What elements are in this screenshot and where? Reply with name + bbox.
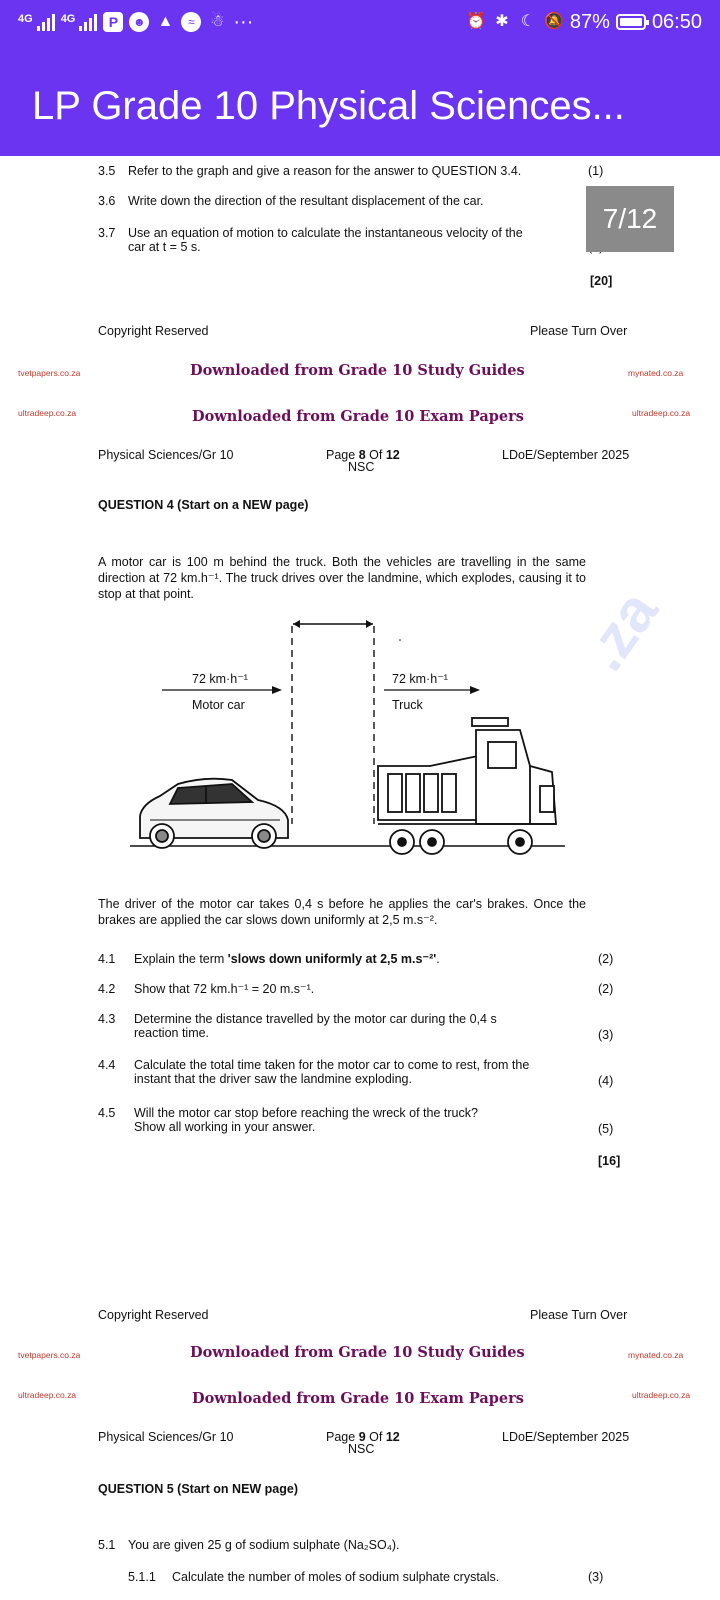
q4-figure [0, 156, 720, 1600]
footer-copyright-2: Copyright Reserved [98, 1308, 209, 1322]
q37-text-line2: car at t = 5 s. [128, 240, 201, 254]
banner-exam-papers[interactable]: Downloaded from Grade 10 Exam Papers [192, 408, 524, 425]
app-title-bar [0, 44, 720, 156]
page-of: Of [369, 448, 383, 462]
watermark-za: .za [569, 578, 671, 683]
q42-mark: (2) [598, 982, 614, 996]
site-link-ultradeep-right[interactable]: ultradeep.co.za [632, 408, 691, 418]
site-link-ultradeep-right-2[interactable]: ultradeep.co.za [632, 1390, 691, 1400]
q511-text: Calculate the number of moles of sodium sulphate crystals. [172, 1570, 500, 1584]
signal-strength-icon [18, 13, 55, 31]
page-total-2: 12 [385, 1430, 400, 1444]
page-prefix: Page [326, 448, 356, 462]
footer-copyright: Copyright Reserved [98, 324, 209, 338]
site-link-ultradeep-left[interactable]: ultradeep.co.za [18, 408, 77, 418]
q4-paragraph-2: The driver of the motor car takes 0,4 s before he applies the car's brakes. Once the brakes are applied the car slows down uniformly at 2,5 m.s⁻². [98, 897, 586, 927]
app-title: LP Grade 10 Physical Sciences... [32, 84, 625, 128]
q45-number: 4.5 [98, 1106, 116, 1120]
mute-icon: 🔕 [543, 13, 564, 30]
signal-strength-icon-2 [61, 13, 98, 31]
battery-percent: 87% [569, 10, 610, 33]
q44-text-line1: Calculate the total time taken for the motor car to come to rest, from the [134, 1058, 530, 1072]
q37-text-line1: Use an equation of motion to calculate the instantaneous velocity of the [128, 226, 523, 240]
q35-text: Refer to the graph and give a reason for the answer to QUESTION 3.4. [128, 164, 522, 178]
banner-study-guides[interactable]: Downloaded from Grade 10 Study Guides [190, 362, 525, 379]
network-type-label-2: 4G [60, 13, 76, 25]
header-nsc: NSC [348, 460, 375, 474]
car-label: Motor car [192, 698, 245, 712]
header-nsc-2: NSC [348, 1442, 375, 1456]
page-of-2: Of [369, 1430, 383, 1444]
clock: 06:50 [651, 10, 702, 33]
warning-icon: ▲ [157, 13, 174, 30]
q36-number: 3.6 [98, 194, 116, 208]
site-link-ultradeep-left-2[interactable]: ultradeep.co.za [18, 1390, 77, 1400]
q35-number: 3.5 [98, 164, 116, 178]
q45-mark: (5) [598, 1122, 614, 1136]
q41-mark: (2) [598, 952, 614, 966]
truck-velocity-arrowhead [470, 686, 480, 694]
car-speed-label: 72 km·h⁻¹ [192, 672, 248, 686]
q43-number: 4.3 [98, 1012, 116, 1026]
site-link-mynated[interactable]: mynated.co.za [628, 368, 684, 378]
moon-icon: ☾ [520, 13, 536, 30]
q41-text [134, 952, 440, 967]
q41-number: 4.1 [98, 952, 116, 966]
motor-car-drawing [140, 779, 288, 848]
app-face-icon: ☻ [129, 12, 149, 32]
q44-text-line2: instant that the driver saw the landmine exploding. [134, 1072, 412, 1086]
q4-total: [16] [598, 1154, 621, 1168]
app-badge-icon: ☃ [210, 13, 225, 30]
truck-speed-label: 72 km·h⁻¹ [392, 672, 448, 686]
q51-number: 5.1 [98, 1538, 116, 1552]
q43-mark: (3) [598, 1028, 614, 1042]
page-indicator: 7/12 [586, 186, 674, 252]
q41-text-plain: Explain the term [134, 952, 228, 966]
q42-number: 4.2 [98, 982, 116, 996]
page-prefix-2: Page [326, 1430, 356, 1444]
status-right [466, 11, 702, 34]
q51-text: You are given 25 g of sodium sulphate (Na₂SO₄). [128, 1538, 400, 1552]
status-bar [0, 0, 720, 44]
status-left [18, 11, 253, 34]
header-exam-date: LDoE/September 2025 [502, 448, 630, 462]
alarm-icon: ⏰ [465, 13, 486, 30]
truck-drawing [378, 718, 556, 854]
q44-mark: (4) [598, 1074, 614, 1088]
q41-text-tail: . [436, 952, 440, 966]
page-current-2: 9 [358, 1430, 366, 1444]
q3-total: [20] [590, 274, 613, 288]
page-total: 12 [385, 448, 400, 462]
site-link-mynated-2[interactable]: mynated.co.za [628, 1350, 684, 1360]
speck [399, 639, 401, 641]
gap-arrow-right-head [366, 620, 373, 628]
app-p-icon: P [103, 12, 123, 32]
q511-mark: (3) [588, 1570, 604, 1584]
banner-exam-papers-2[interactable]: Downloaded from Grade 10 Exam Papers [192, 1390, 524, 1407]
q45-text-line2: Show all working in your answer. [134, 1120, 316, 1134]
header-subject-2: Physical Sciences/Gr 10 [98, 1430, 234, 1444]
truck-label: Truck [392, 698, 423, 712]
footer-turn-over-2: Please Turn Over [530, 1308, 628, 1322]
q41-text-bold: 'slows down uniformly at 2,5 m.s⁻²' [227, 952, 437, 966]
q511-number: 5.1.1 [128, 1570, 156, 1584]
header-exam-date-2: LDoE/September 2025 [502, 1430, 630, 1444]
banner-study-guides-2[interactable]: Downloaded from Grade 10 Study Guides [190, 1344, 525, 1361]
gap-arrow-left-head [293, 620, 300, 628]
messenger-icon: ≈ [181, 12, 201, 32]
q35-mark: (1) [588, 164, 604, 178]
network-type-label: 4G [18, 13, 33, 25]
q43-text-line1: Determine the distance travelled by the motor car during the 0,4 s [134, 1012, 497, 1026]
q43-text-line2: reaction time. [134, 1026, 210, 1040]
q37-number: 3.7 [98, 226, 116, 240]
q4-title: QUESTION 4 (Start on a NEW page) [98, 498, 309, 512]
site-link-tvetpapers[interactable]: tvetpapers.co.za [18, 368, 81, 378]
q45-text-line1: Will the motor car stop before reaching the wreck of the truck? [134, 1106, 478, 1120]
q5-title: QUESTION 5 (Start on NEW page) [98, 1482, 299, 1496]
bluetooth-icon: ✱ [495, 13, 509, 30]
q42-text: Show that 72 km.h⁻¹ = 20 m.s⁻¹. [134, 982, 315, 996]
header-subject: Physical Sciences/Gr 10 [98, 448, 234, 462]
q4-intro: A motor car is 100 m behind the truck. Both the vehicles are travelling in the same direction at 72 km.h⁻¹. The truck drives over the landmine, which explodes, causing it to stop at that point. [98, 555, 586, 601]
more-notifications-icon: ··· [233, 10, 254, 33]
car-velocity-arrowhead [272, 686, 282, 694]
battery-icon [616, 14, 646, 30]
footer-turn-over: Please Turn Over [530, 324, 628, 338]
site-link-tvetpapers-2[interactable]: tvetpapers.co.za [18, 1350, 81, 1360]
pdf-document-view[interactable] [0, 156, 720, 1600]
q36-text: Write down the direction of the resultant displacement of the car. [128, 194, 484, 208]
page-current: 8 [358, 448, 366, 462]
q44-number: 4.4 [98, 1058, 116, 1072]
